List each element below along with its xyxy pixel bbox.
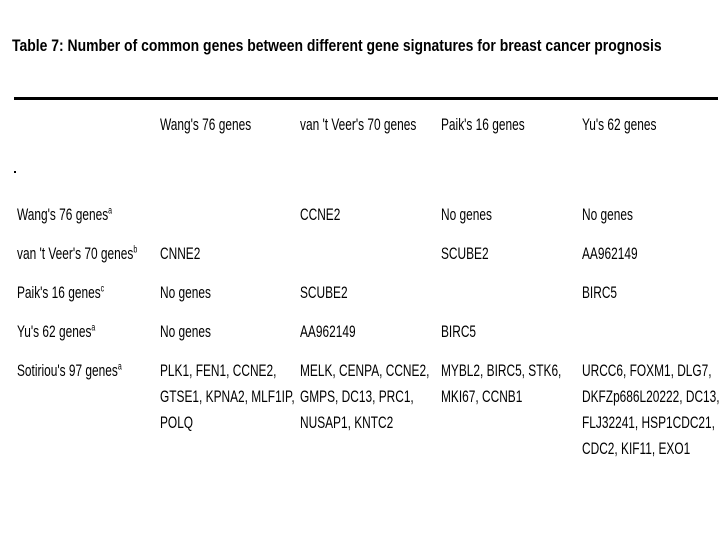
column-header-yu: Yu's 62 genes (582, 115, 657, 134)
table-cell: BIRC5 (582, 283, 618, 302)
table-cell: FLJ32241, HSP1CDC21, (582, 413, 715, 432)
row-label-paik: Paik's 16 genes$^c$ (17, 283, 105, 302)
table-cell: POLQ (160, 413, 194, 432)
table-cell: URCC6, FOXM1, DLG7, (582, 361, 712, 380)
table-cell: SCUBE2 (441, 244, 489, 263)
table-cell: No genes (160, 283, 211, 302)
row-label-sotiriou: Sotiriou's 97 genes$^a$ (17, 361, 122, 380)
stray-dot (14, 171, 16, 173)
table-cell: SCUBE2 (300, 283, 348, 302)
table-cell: MKI67, CCNB1 (441, 387, 523, 406)
table-cell: DKFZp686L20222, DC13, (582, 387, 720, 406)
table-cell: CDC2, KIF11, EXO1 (582, 439, 691, 458)
table-title: Table 7: Number of common genes between different gene signatures for breast cancer prognosis (12, 36, 662, 55)
table-cell: AA962149 (582, 244, 638, 263)
header-rule (14, 97, 718, 100)
table-cell: CCNE2 (300, 205, 341, 224)
column-header-wang: Wang's 76 genes (160, 115, 252, 134)
table-cell: GTSE1, KPNA2, MLF1IP, (160, 387, 295, 406)
table-cell: GMPS, DC13, PRC1, (300, 387, 414, 406)
row-label-van-t-veer: van 't Veer's 70 genes$^b$ (17, 244, 138, 263)
table-cell: PLK1, FEN1, CCNE2, (160, 361, 277, 380)
table-cell: AA962149 (300, 322, 356, 341)
table-cell: CNNE2 (160, 244, 201, 263)
column-header-van-t-veer: van 't Veer's 70 genes (300, 115, 417, 134)
table-cell: No genes (582, 205, 633, 224)
column-header-paik: Paik's 16 genes (441, 115, 525, 134)
table-cell: No genes (441, 205, 492, 224)
table-cell: BIRC5 (441, 322, 477, 341)
row-label-wang: Wang's 76 genes$^a$ (17, 205, 113, 224)
table-cell: NUSAP1, KNTC2 (300, 413, 394, 432)
table-cell: No genes (160, 322, 211, 341)
table-cell: MYBL2, BIRC5, STK6, (441, 361, 562, 380)
row-label-yu: Yu's 62 genes$^a$ (17, 322, 96, 341)
table-cell: MELK, CENPA, CCNE2, (300, 361, 430, 380)
